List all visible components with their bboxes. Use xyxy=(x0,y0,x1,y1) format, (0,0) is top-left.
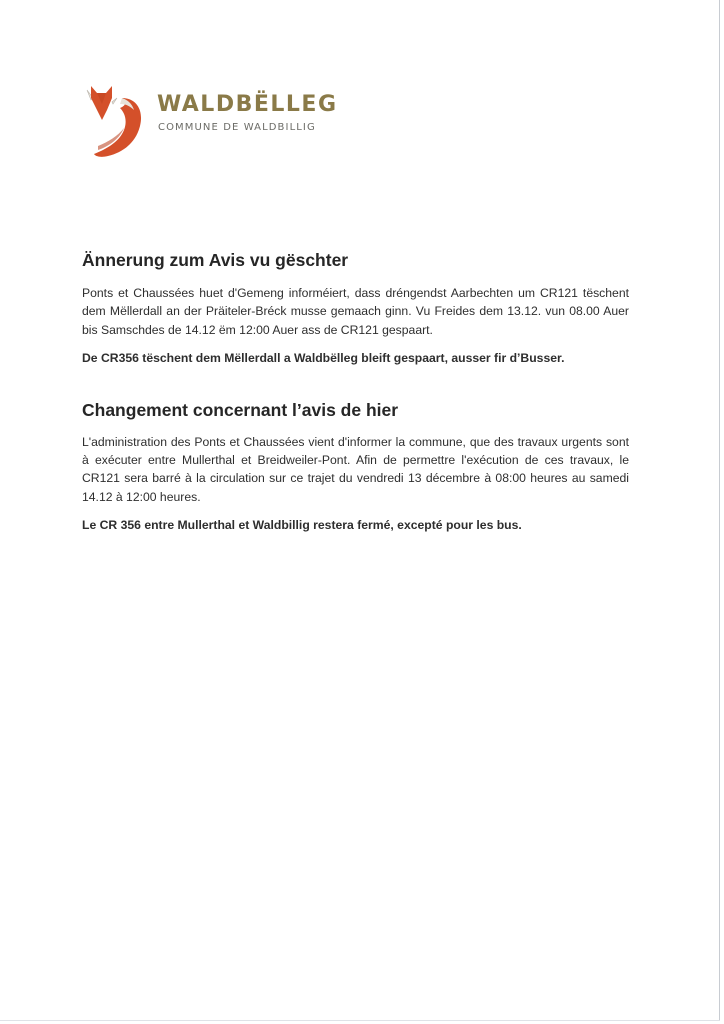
section-heading: Changement concernant l’avis de hier xyxy=(82,399,399,420)
notice-content xyxy=(82,248,629,535)
logo-subtitle: COMMUNE DE WALDBILLIG xyxy=(158,122,316,133)
fox-icon xyxy=(84,84,150,158)
section-body: L'administration des Ponts et Chaussées vient d'informer la commune, que des travaux urgents sont à exécuter entre Mullerthal et Breidweiler-Pont. Afin de permettre l'exécution de ces travaux, le CR121 sera barré à la circulation sur ce trajet du vendredi 13 décembre à 08:00 heures au samedi 14.12 à 12:00 heures. xyxy=(82,434,629,504)
section-heading: Ännerung zum Avis vu gëschter xyxy=(82,250,349,270)
section-french xyxy=(82,398,629,535)
section-luxembourgish xyxy=(82,248,629,368)
logo-title: WALDBËLLEG xyxy=(157,92,338,117)
section-body: Ponts et Chaussées huet d'Gemeng informéiert, dass dréngendst Aarbechten um CR121 tëschent dem Mëllerdall an der Präiteler-Bréck musse gemaach ginn. Vu Freides dem 13.12. vun 08.00 Auer bis Samschdes de 14.12 ëm 12:00 Auer ass de CR121 gespaart. xyxy=(82,286,629,337)
section-note: Le CR 356 entre Mullerthal et Waldbillig restera fermé, excepté pour les bus. xyxy=(82,518,522,533)
section-note: De CR356 tëschent dem Mëllerdall a Waldbëlleg bleift gespaart, ausser fir d’Busser. xyxy=(82,351,565,366)
page-edge-bottom xyxy=(0,1020,720,1021)
commune-logo xyxy=(84,84,338,158)
page-edge-right xyxy=(719,0,720,1020)
